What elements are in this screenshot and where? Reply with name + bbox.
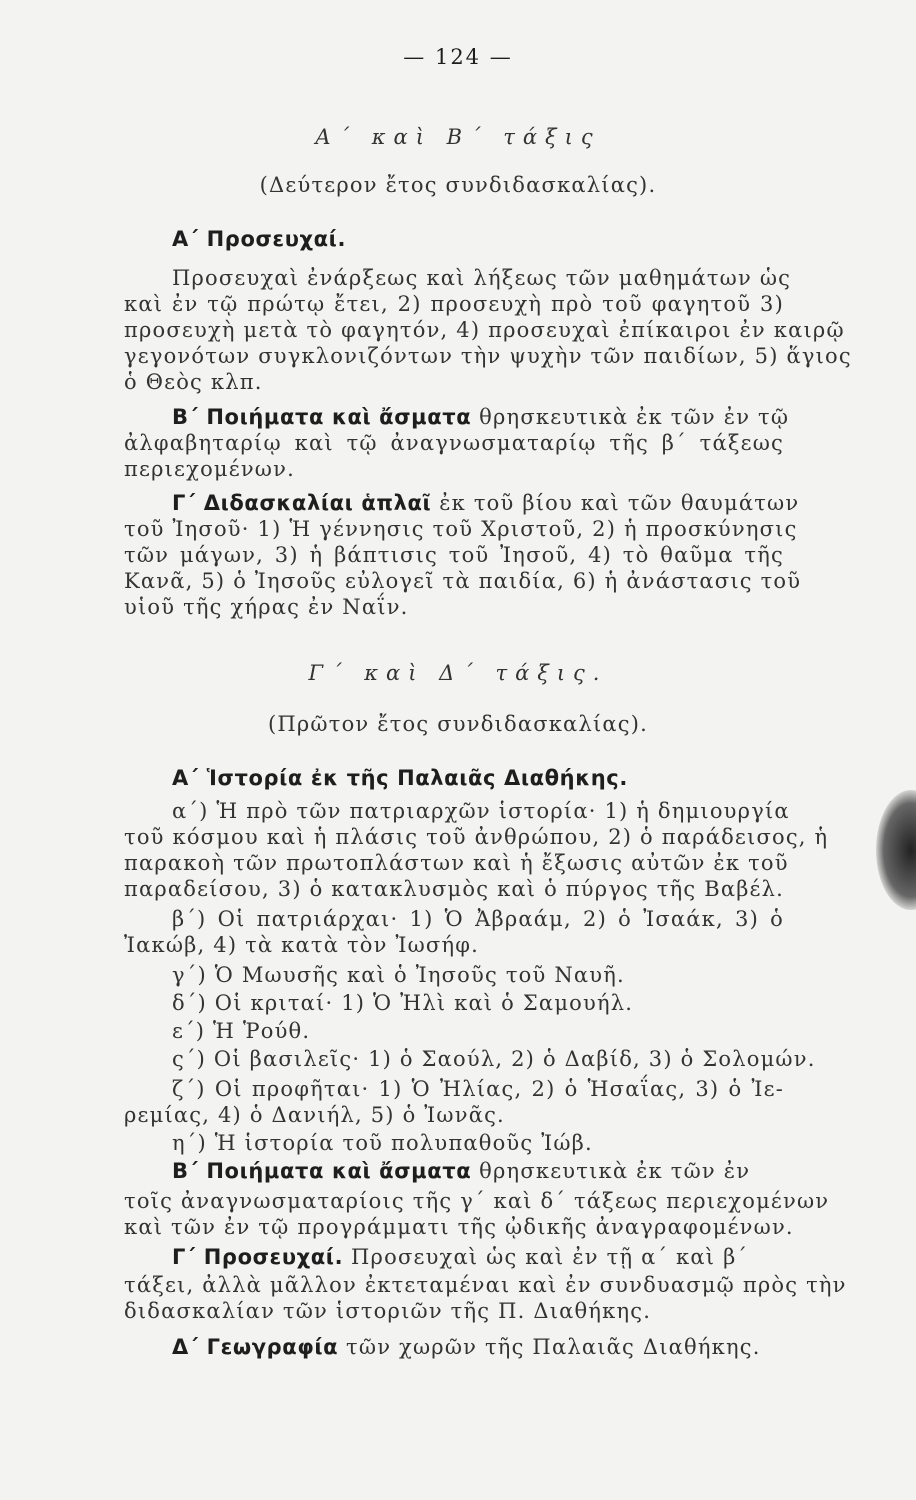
scan-shadow — [876, 790, 916, 910]
s2-a-line: ζ΄) Οἱ προφῆται· 1) Ὁ Ἠλίας, 2) ὁ Ἡσαΐας, 3) ὁ Ἰε- — [172, 1077, 784, 1101]
section2-subheading: (Πρῶτον ἔτος συνδιδασκαλίας). — [267, 712, 648, 736]
s1-b-title: Β΄ Ποιήματα καὶ ἄσματα — [172, 405, 472, 429]
s1-a-line: προσευχὴ μετὰ τὸ φαγητόν, 4) προσευχαὶ ἐπίκαιροι ἐν καιρῷ — [124, 318, 845, 342]
s1-c-line: υἱοῦ τῆς χήρας ἐν Ναΐν. — [124, 595, 409, 619]
s1-b-line: περιεχομένων. — [124, 457, 295, 481]
s2-a-line: τοῦ κόσμου καὶ ἡ πλάσις τοῦ ἀνθρώπου, 2) ὁ παράδεισος, ἡ — [124, 825, 829, 849]
s2-a-line: δ΄) Οἱ κριταί· 1) Ὁ Ἠλὶ καὶ ὁ Σαμουήλ. — [172, 991, 634, 1015]
s2-b-line: καὶ τῶν ἐν τῷ προγράμματι τῆς ᾠδικῆς ἀναγραφομένων. — [124, 1215, 794, 1239]
s2-b-line: τοῖς ἀναγνωσματαρίοις τῆς γ΄ καὶ δ΄ τάξεως περιεχομένων — [124, 1189, 830, 1213]
s2-a-line: ς΄) Οἱ βασιλεῖς· 1) ὁ Σαούλ, 2) ὁ Δαβίδ, 3) ὁ Σολομών. — [172, 1047, 816, 1071]
s2-a-line: ρεμίας, 4) ὁ Δανιήλ, 5) ὁ Ἰωνᾶς. — [124, 1103, 505, 1127]
s2-b-first: θρησκευτικὰ ἐκ τῶν ἐν — [479, 1159, 751, 1183]
s1-c-paragraph — [172, 490, 800, 516]
s2-d-first: τῶν χωρῶν τῆς Παλαιᾶς Διαθήκης. — [346, 1335, 761, 1359]
s1-c-line: τῶν μάγων, 3) ἡ βάπτισις τοῦ Ἰησοῦ, 4) τὸ θαῦμα τῆς — [124, 543, 784, 567]
s2-a-line: παρακοὴ τῶν πρωτοπλάστων καὶ ἡ ἔξωσις αὐτῶν ἐκ τοῦ — [124, 851, 789, 875]
s2-a-line: παραδείσου, 3) ὁ κατακλυσμὸς καὶ ὁ πύργος τῆς Βαβέλ. — [124, 877, 785, 901]
s2-d-title: Δ΄ Γεωγραφία — [172, 1335, 339, 1359]
s2-a-title: Α΄ Ἱστορία ἐκ τῆς Παλαιᾶς Διαθήκης. — [172, 766, 628, 790]
s1-c-title: Γ΄ Διδασκαλίαι ἁπλαῖ — [172, 491, 432, 515]
section1-subheading: (Δεύτερον ἔτος συνδιδασκαλίας). — [259, 173, 657, 197]
s2-a-line: α΄) Ἡ πρὸ τῶν πατριαρχῶν ἱστορία· 1) ἡ δημιουργία — [172, 799, 790, 823]
page-number: — 124 — — [403, 45, 513, 69]
s1-a-line: Προσευχαὶ ἐνάρξεως καὶ λήξεως τῶν μαθημάτων ὡς — [172, 266, 792, 290]
s1-b-first: θρησκευτικὰ ἐκ τῶν ἐν τῷ — [479, 405, 790, 429]
s2-b-paragraph — [172, 1158, 784, 1184]
s1-c-first: ἐκ τοῦ βίου καὶ τῶν θαυμάτων — [439, 491, 800, 515]
s1-a-title: Α΄ Προσευχαί. — [172, 227, 347, 251]
s2-a-line: γ΄) Ὁ Μωυσῆς καὶ ὁ Ἰησοῦς τοῦ Ναυῆ. — [172, 963, 625, 987]
s2-c-paragraph — [172, 1244, 784, 1270]
s1-b-paragraph — [172, 404, 790, 430]
s1-c-line: τοῦ Ἰησοῦ· 1) Ἡ γέννησις τοῦ Χριστοῦ, 2) ἡ προσκύνησις — [124, 517, 798, 541]
s2-c-first: Προσευχαὶ ὡς καὶ ἐν τῇ α΄ καὶ β΄ — [351, 1245, 749, 1269]
s1-a-line: ὁ Θεὸς κλπ. — [124, 370, 263, 394]
s2-d-paragraph — [172, 1334, 784, 1360]
s2-c-line: τάξει, ἀλλὰ μᾶλλον ἐκτεταμέναι καὶ ἐν συνδυασμῷ πρὸς τὴν — [124, 1273, 847, 1297]
section1-heading: Α΄ καὶ Β΄ τάξις — [315, 125, 601, 149]
s1-a-line: καὶ ἐν τῷ πρώτῳ ἔτει, 2) προσευχὴ πρὸ τοῦ φαγητοῦ 3) — [124, 292, 784, 316]
s1-b-line: ἀλφαβηταρίῳ καὶ τῷ ἀναγνωσματαρίῳ τῆς β΄ τάξεως — [124, 431, 784, 455]
s2-c-title: Γ΄ Προσευχαί. — [172, 1245, 344, 1269]
s2-a-line: Ἰακώβ, 4) τὰ κατὰ τὸν Ἰωσήφ. — [124, 933, 480, 957]
s1-c-line: Κανᾶ, 5) ὁ Ἰησοῦς εὐλογεῖ τὰ παιδία, 6) ἡ ἀνάστασις τοῦ — [124, 569, 802, 593]
s2-a-line: β΄) Οἱ πατριάρχαι· 1) Ὁ Ἀβραάμ, 2) ὁ Ἰσαάκ, 3) ὁ — [172, 907, 784, 931]
s2-a-line: η΄) Ἡ ἱστορία τοῦ πολυπαθοῦς Ἰώβ. — [172, 1131, 593, 1155]
section2-heading: Γ΄ καὶ Δ΄ τάξις. — [308, 661, 608, 685]
s2-c-line: διδασκαλίαν τῶν ἱστοριῶν τῆς Π. Διαθήκης. — [124, 1299, 652, 1323]
s2-b-title: Β΄ Ποιήματα καὶ ἄσματα — [172, 1159, 472, 1183]
s1-a-line: γεγονότων συγκλονιζόντων τὴν ψυχὴν τῶν παιδίων, 5) ἅγιος — [124, 344, 852, 368]
s2-a-line: ε΄) Ἡ Ῥούθ. — [172, 1019, 311, 1043]
